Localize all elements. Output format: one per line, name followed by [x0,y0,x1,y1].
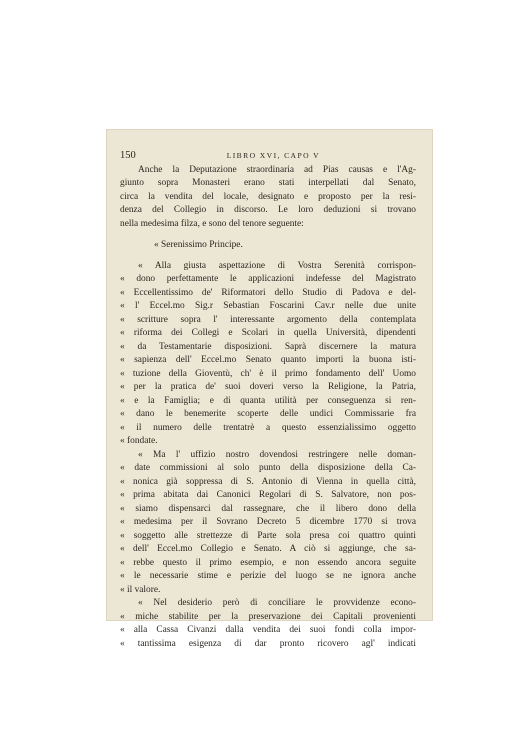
text-line: Anche la Deputazione straordinaria ad Pias causas e l'Ag- [138,164,416,175]
text-line: circa la vendita del locale, designato e proposto per la resi- [120,191,416,202]
page-header [120,149,416,163]
text-line: « fondate. [120,436,158,446]
text-line: « le necessarie stime e perizie del luogo se ne ignora anche [120,571,416,581]
text-line: « Ma l' uffizio nostro dovendosi restringere nelle doman- [138,449,416,460]
text-line: « l' Eccel.mo Sig.r Sebastian Foscarini Cav.r nelle due unite [120,301,416,311]
text-line: « rebbe questo il primo esempio, e non essendo ancora seguite [120,557,416,568]
text-line: « siamo dispensarci dal rassegnare, che il libero dono della [120,503,416,514]
text-line: « per la pratica de' suoi doveri verso la Religione, la Patria, [120,382,416,392]
text-line: « da Testamentarie disposizioni. Saprà discernere la matura [120,341,416,352]
text-line: « sapienza dell' Eccel.mo Senato quanto importi la buona isti- [120,355,416,365]
intro-paragraph [120,164,416,232]
quoted-paragraph-3 [120,597,416,651]
text-line: giunto sopra Monasteri erano stati interpellati dal Senato, [120,178,416,188]
text-line: « tuzione della Gioventù, ch' è il primo fondamento dell' Uomo [120,368,416,379]
book-page [120,149,416,651]
text-line: « riforma dei Collegi e Scolari in quella Università, dipendenti [120,328,416,338]
text-line: « Alla giusta aspettazione di Vostra Serenità corrispon- [138,260,416,271]
text-line: « il valore. [120,584,161,595]
text-line: « alla Cassa Civanzi dalla vendita dei suoi fondi colla impor- [120,625,416,635]
text-line: « scritture sopra l' interessante argomento della contemplata [120,314,416,325]
text-line: « tantissima esigenza di dar pronto ricovero agl' indicati [120,638,416,649]
text-line: « date commissioni al solo punto della disposizione della Ca- [120,463,416,473]
text-line: « dano le benemerite scoperte delle undici Commissarie fra [120,409,416,419]
page-number: 150 [120,150,136,161]
quoted-paragraph-2 [120,449,416,598]
text-line: « il numero delle trentatrè a questo essenzialissimo oggetto [120,422,416,433]
text-line: nella medesima filza, e sono del tenore seguente: [120,218,304,229]
text-line: « nonica già soppressa di S. Antonio di Vienna in quella città, [120,476,416,487]
text-line: « miche stabilite per la preservazione dei Capitali provenienti [120,611,416,622]
text-line: « medesima per il Sovrano Decreto 5 dicembre 1770 si trova [120,517,416,527]
text-line: « Nel desiderio però di conciliare le provvidenze econo- [138,598,416,608]
text-line: « dono perfettamente le applicazioni indefesse del Magistrato [120,274,416,284]
text-line: « e la Famiglia; e di quanta utilità per conseguenza si ren- [120,395,416,406]
text-line: « Eccellentissimo de' Riformatori dello Studio di Padova e del- [120,287,416,298]
running-title: LIBRO XVI, CAPO V [226,151,320,160]
quoted-paragraph-1 [120,260,416,449]
text-line: « dell' Eccel.mo Collegio e Senato. A ciò si aggiunge, che sa- [120,544,416,554]
text-line: « soggetto alle strettezze di Parte sola presa coi quattro quinti [120,530,416,541]
text-line: « prima abitata dai Canonici Regolari di S. Salvatore, non pos- [120,490,416,500]
text-line: denza del Collegio in discorso. Le loro deduzioni si trovano [120,205,416,215]
salutation: « Serenissimo Principe. [154,240,243,250]
